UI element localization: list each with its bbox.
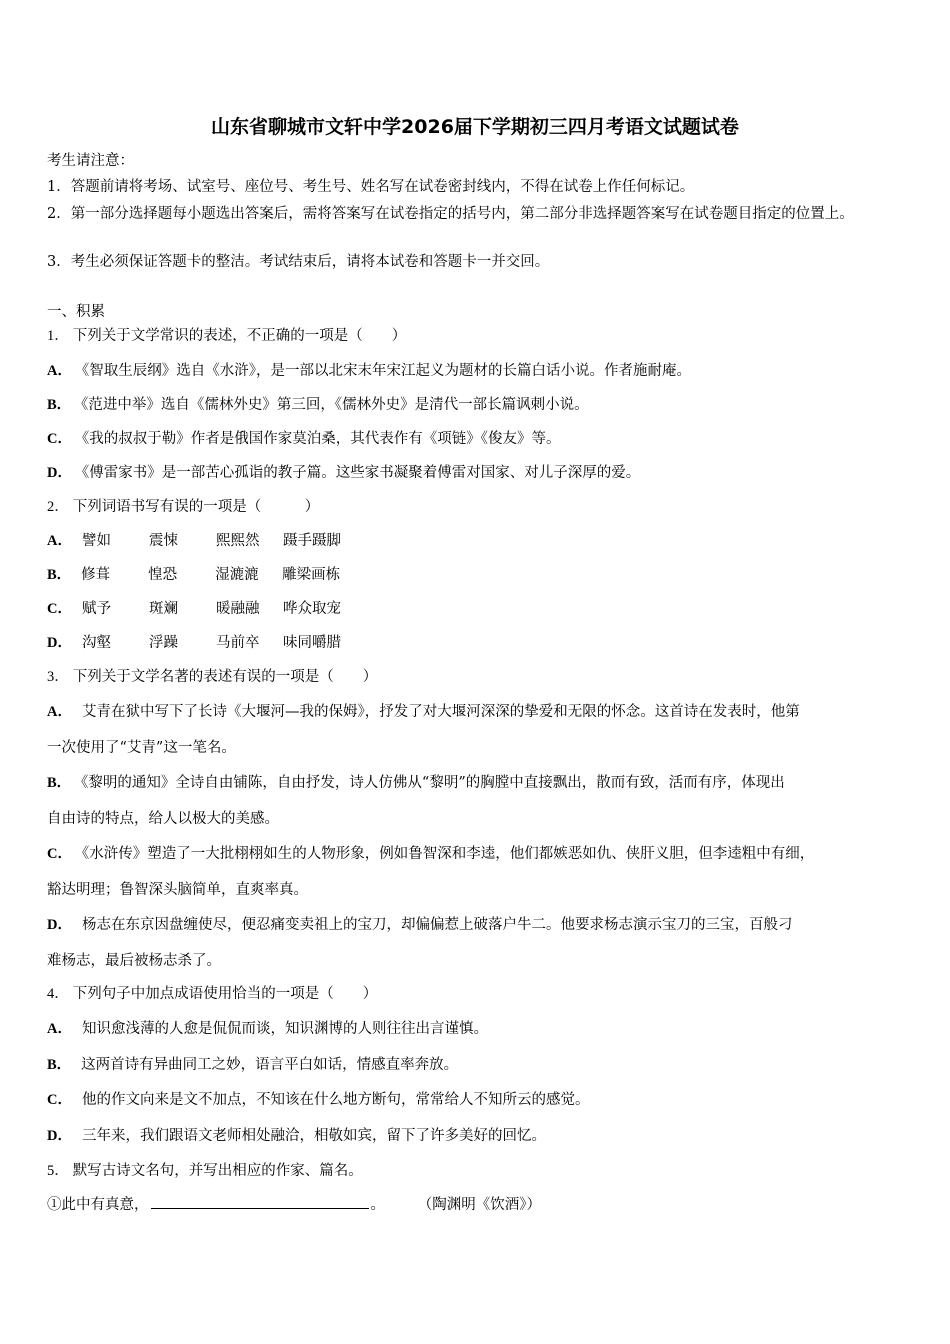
word: 沟壑 [81,635,111,651]
question-stem [47,1161,910,1181]
notice-heading: 考生请注意： [47,153,134,169]
option-label: D． [47,465,72,481]
option-row [47,361,910,381]
word: 斑斓 [148,601,178,617]
word: 味同嚼腊 [282,635,341,651]
question-text: 下列词语书写有误的一项是（ ） [72,499,320,515]
option-label: C． [47,601,72,617]
option-label: A． [47,533,72,549]
question-number: 5． [47,1163,69,1179]
option-text: 《范进中举》选自《儒林外史》第三回，《儒林外史》是清代一部长篇讽刺小说。 [81,397,589,413]
option-row [47,773,910,793]
option-text: 艾青在狱中写下了长诗《大堰河—我的保姆》，抒发了对大堰河深深的挚爱和无限的怀念。这首诗在发表时，他第 [81,704,800,720]
option-row [47,531,910,551]
option-label: B． [47,397,72,413]
question-text: 下列句子中加点成语使用恰当的一项是（ ） [72,986,378,1002]
question-number: 3． [47,669,69,685]
notice-item: 2．第一部分选择题每小题选出答案后，需将答案写在试卷指定的括号内，第二部分非选择题答案写在试卷题目指定的位置上。 [47,206,854,222]
option-row [47,1126,910,1146]
option-text: 《我的叔叔于勒》作者是俄国作家莫泊桑，其代表作有《项链》《俊友》等。 [81,431,561,447]
fill-in-prefix: ①此中有真意， [47,1197,149,1213]
option-row [47,915,910,935]
option-text: 知识愈浅薄的人愈是侃侃而谈，知识渊博的人则往往出言谨慎。 [81,1021,488,1037]
question-stem [47,984,910,1004]
word: 蹑手蹑脚 [282,533,341,549]
option-row [47,1055,910,1075]
option-label: C． [47,846,72,862]
fill-in-item [47,1194,910,1215]
option-label: C． [47,431,72,447]
option-row [47,429,910,449]
option-row [47,702,910,722]
option-continuation: 豁达明理；鲁智深头脑简单，直爽率真。 [47,882,308,898]
section-heading: 一、积累 [47,304,105,320]
question-text: 下列关于文学名著的表述有误的一项是（ ） [72,669,378,685]
page-title: 山东省聊城市文轩中学2026届下学期初三四月考语文试题试卷 [211,116,739,138]
question-number: 4． [47,986,69,1002]
option-text: 他的作文向来是文不加点，不知该在什么地方断句，常常给人不知所云的感觉。 [81,1092,590,1108]
option-label: A． [47,704,72,720]
question-number: 1． [47,328,69,344]
option-label: B． [47,775,72,791]
option-label: B． [47,567,72,583]
word: 马前卒 [215,635,260,651]
word: 震悚 [148,533,178,549]
option-continuation: 自由诗的特点，给人以极大的美感。 [47,811,279,827]
option-label: A． [47,1021,72,1037]
option-label: D． [47,635,72,651]
question-stem [47,326,910,346]
option-label: C． [47,1092,72,1108]
question-stem [47,667,910,687]
option-label: D． [47,917,72,933]
option-text: 《水浒传》塑造了一大批栩栩如生的人物形象，例如鲁智深和李逵，他们都嫉恶如仇、侠肝义胆，但李逵粗中有细， [81,846,815,862]
word: 赋予 [81,601,111,617]
option-label: B． [47,1057,72,1073]
answer-blank[interactable] [151,1194,369,1209]
option-row [47,599,910,619]
option-row [47,1019,910,1039]
option-continuation: 一次使用了“艾青”这一笔名。 [47,740,236,756]
question-number: 2． [47,499,69,515]
option-row [47,844,910,864]
fill-in-suffix: 。 [370,1197,385,1213]
option-text: 《黎明的通知》全诗自由铺陈，自由抒发，诗人仿佛从“黎明”的胸膛中直接飘出，散而有致，活而有序，体现出 [81,775,785,791]
word: 湿漉漉 [215,567,259,583]
question-text: 默写古诗文名句，并写出相应的作家、篇名。 [72,1163,363,1179]
word: 浮躁 [148,635,178,651]
option-row [47,395,910,415]
option-row [47,1090,910,1110]
option-label: A． [47,363,72,379]
option-text: 这两首诗有异曲同工之妙，语言平白如话，情感直率奔放。 [81,1057,459,1073]
option-text: 《智取生辰纲》选自《水浒》，是一部以北宋末年宋江起义为题材的长篇白话小说。作者施耐庵。 [81,363,691,379]
notice-item: 3．考生必须保证答题卡的整洁。考试结束后，请将本试卷和答题卡一并交回。 [47,254,550,270]
option-text: 三年来，我们跟语文老师相处融洽，相敬如宾，留下了许多美好的回忆。 [81,1128,546,1144]
word: 修葺 [81,567,111,583]
word: 哗众取宠 [282,601,341,617]
option-continuation: 难杨志，最后被杨志杀了。 [47,953,221,969]
option-row [47,463,910,483]
fill-in-source: （陶渊明《饮酒》） [425,1197,541,1213]
question-stem [47,497,910,517]
option-row [47,633,910,653]
notice-item: 1．答题前请将考场、试室号、座位号、考生号、姓名写在试卷密封线内，不得在试卷上作任何标记。 [47,179,695,195]
word: 惶恐 [148,567,178,583]
option-label: D． [47,1128,72,1144]
word: 雕梁画栋 [282,567,341,583]
word: 譬如 [81,533,111,549]
word: 暖融融 [215,601,260,617]
word: 熙熙然 [215,533,260,549]
question-text: 下列关于文学常识的表述，不正确的一项是（ ） [72,328,407,344]
option-row [47,565,910,585]
option-text: 杨志在东京因盘缠使尽，便忍痛变卖祖上的宝刀，却偏偏惹上破落户牛二。他要求杨志演示宝刀的三宝，百般刁 [81,917,793,933]
option-text: 《傅雷家书》是一部苦心孤诣的教子篇。这些家书凝聚着傅雷对国家、对儿子深厚的爱。 [81,465,641,481]
